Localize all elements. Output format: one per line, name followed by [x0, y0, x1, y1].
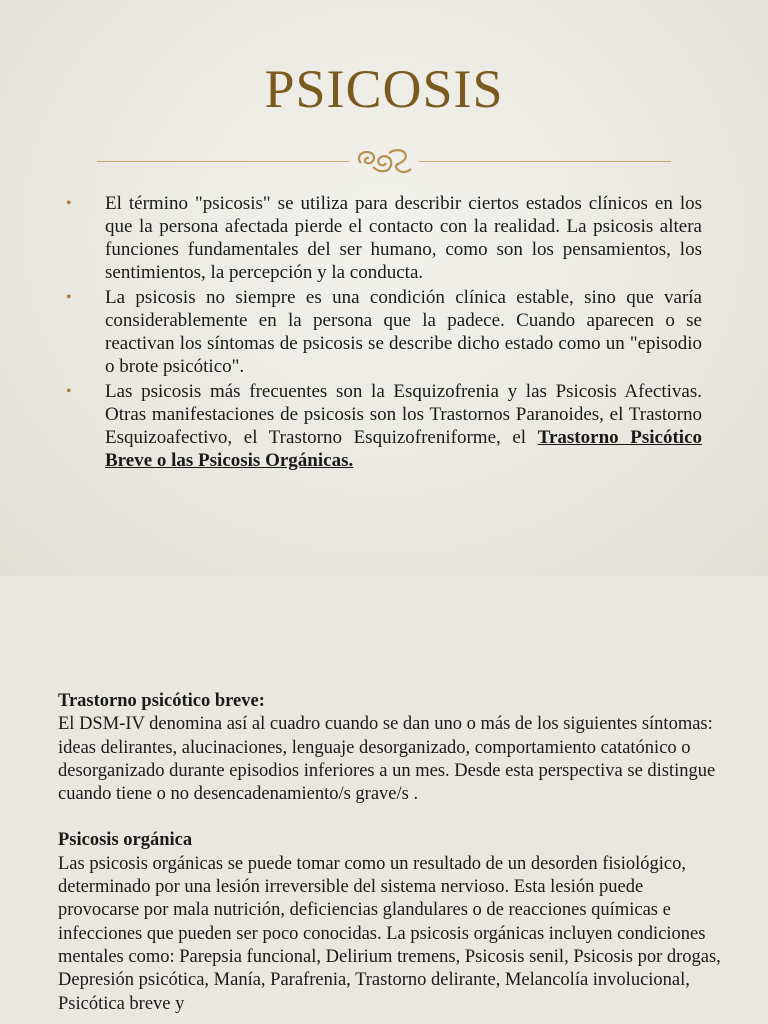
- bullet-dot: •: [66, 289, 72, 306]
- bullet-dot: •: [66, 383, 72, 400]
- section-heading-organic-psychosis: Psicosis orgánica: [58, 830, 193, 851]
- flourish-icon: [353, 143, 415, 179]
- ornament-line-left: [97, 161, 349, 162]
- bullet-dot: •: [66, 195, 72, 212]
- section-spacer: [58, 806, 726, 829]
- organic-psychosis-link[interactable]: Trastorno Psicótico Breve o las Psicosis Orgánicas.: [105, 427, 703, 471]
- bullet-text: Las psicosis más frecuentes son la Esquizofrenia y las Psicosis Afectivas. Otras manifestaciones de psicosis son los Trastornos Paranoides, el Trastorno Esquizoafectivo, el Trastorno Esquizofreniforme, el: [105, 381, 702, 448]
- section-body-organic-psychosis: Las psicosis orgánicas se puede tomar como un resultado de un desorden fisiológico, determinado por una lesión irreversible del sistema nervioso. Esta lesión puede provocarse por mala nutrición, deficiencias glandulares o de reacciones químicas e infecciones que pueden ser poco conocidas. La psicosis orgánicas incluyen condiciones mentales como: Parepsia funcional, Delirium tremens, Psicosis senil, Psicosis por drogas, Depresión psicótica, Manía, Parafrenia, Trastorno delirante, Melancolía involucional, Psicótica breve y: [58, 853, 721, 1014]
- ornament-line-right: [419, 161, 671, 162]
- bullet-text: El término "psicosis" se utiliza para describir ciertos estados clínicos en los que la persona afectada pierde el contacto con la realidad. La psicosis altera funciones fundamentales del ser humano, como son los pensamientos, los sentimientos, la percepción y la conducta.: [105, 193, 702, 283]
- section-body-brief-psychosis: El DSM-IV denomina así al cuadro cuando se dan uno o más de los siguientes síntomas: ideas delirantes, alucinaciones, lenguaje desorganizado, comportamiento catatónico o desorganizado durante episodios inferiores a un mes. Desde esta perspectiva se distingue cuando tiene o no desencadenamiento/s grave/s .: [58, 714, 716, 805]
- bullet-item: [62, 380, 702, 472]
- bullet-item: [62, 286, 702, 378]
- title-ornament: [97, 143, 671, 179]
- bullet-item: [62, 192, 702, 284]
- notes-section: [58, 690, 726, 1016]
- bullet-list: [62, 192, 702, 474]
- bullet-text: La psicosis no siempre es una condición clínica estable, sino que varía considerablemente en la persona que la padece. Cuando aparecen o se reactivan los síntomas de psicosis se describe dicho estado como un "episodio o brote psicótico".: [105, 287, 702, 377]
- slide-title: PSICOSIS: [264, 59, 504, 119]
- section-heading-brief-psychosis: Trastorno psicótico breve:: [58, 691, 265, 711]
